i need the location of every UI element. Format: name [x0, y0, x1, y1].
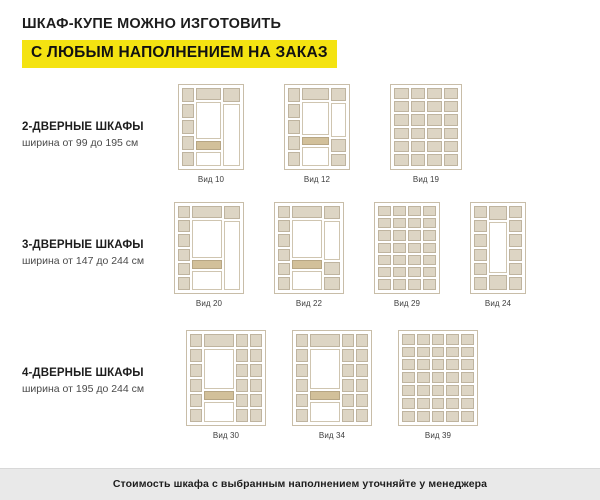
header-title-line1: ШКАФ-КУПЕ МОЖНО ИЗГОТОВИТЬ [22, 16, 282, 32]
wardrobe-diagram [470, 202, 526, 294]
wardrobe-diagram [178, 84, 244, 170]
wardrobe-diagram [398, 330, 478, 426]
wardrobe-item[interactable] [174, 202, 244, 308]
wardrobe-caption: Вид 39 [424, 430, 452, 440]
wardrobe-item[interactable] [374, 202, 440, 308]
header [0, 0, 600, 68]
row-subtitle: ширина от 147 до 244 см [22, 255, 145, 268]
row-label-3-door [0, 198, 170, 269]
row-3-door [0, 198, 600, 326]
footer-text: Стоимость шкафа с выбранным наполнением уточняйте у менеджера [112, 478, 488, 490]
wardrobe-caption: Вид 30 [212, 430, 240, 440]
row-title: 2-ДВЕРНЫЕ ШКАФЫ [22, 120, 144, 133]
wardrobe-rows [0, 80, 600, 454]
row-2-door [0, 80, 600, 198]
row-title: 3-ДВЕРНЫЕ ШКАФЫ [22, 238, 144, 251]
wardrobe-item[interactable] [398, 330, 478, 440]
row-items-3-door [170, 198, 600, 308]
wardrobe-diagram [274, 202, 344, 294]
wardrobe-item[interactable] [274, 202, 344, 308]
wardrobe-caption: Вид 20 [195, 298, 223, 308]
wardrobe-caption: Вид 10 [197, 174, 225, 184]
row-title: 4-ДВЕРНЫЕ ШКАФЫ [22, 366, 144, 379]
header-title-line2: С ЛЮБЫМ НАПОЛНЕНИЕМ НА ЗАКАЗ [22, 40, 337, 67]
wardrobe-caption: Вид 12 [303, 174, 331, 184]
row-subtitle: ширина от 99 до 195 см [22, 137, 139, 150]
row-label-4-door [0, 326, 170, 397]
wardrobe-caption: Вид 29 [393, 298, 421, 308]
wardrobe-item[interactable] [178, 84, 244, 184]
row-label-2-door [0, 80, 170, 151]
wardrobe-diagram [284, 84, 350, 170]
wardrobe-item[interactable] [284, 84, 350, 184]
wardrobe-caption: Вид 22 [295, 298, 323, 308]
wardrobe-item[interactable] [186, 330, 266, 440]
row-4-door [0, 326, 600, 454]
wardrobe-item[interactable] [292, 330, 372, 440]
footer-bar [0, 468, 600, 500]
wardrobe-caption: Вид 34 [318, 430, 346, 440]
wardrobe-caption: Вид 24 [484, 298, 512, 308]
wardrobe-diagram [174, 202, 244, 294]
wardrobe-diagram [292, 330, 372, 426]
wardrobe-caption: Вид 19 [412, 174, 440, 184]
wardrobe-item[interactable] [470, 202, 526, 308]
row-subtitle: ширина от 195 до 244 см [22, 383, 145, 396]
wardrobe-diagram [390, 84, 462, 170]
wardrobe-diagram [186, 330, 266, 426]
row-items-4-door [170, 326, 600, 440]
wardrobe-item[interactable] [390, 84, 462, 184]
row-items-2-door [170, 80, 600, 184]
wardrobe-diagram [374, 202, 440, 294]
